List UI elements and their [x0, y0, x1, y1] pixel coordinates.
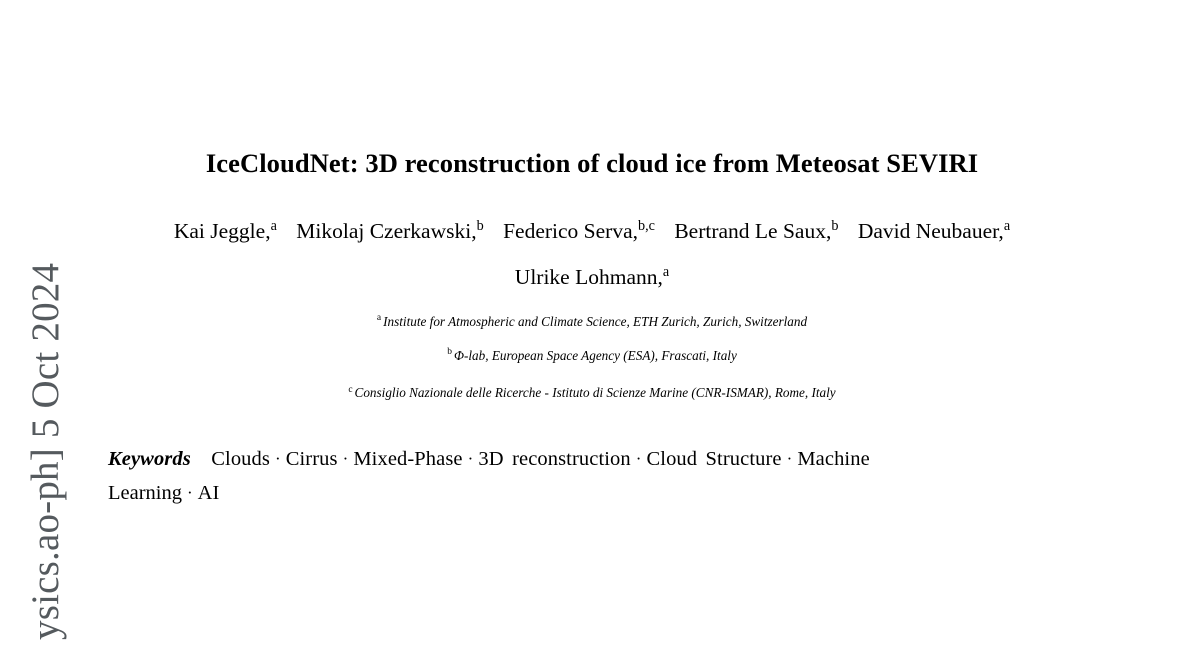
keyword-item: Clouds — [211, 448, 270, 471]
author-entry: Kai Jeggle,$^a$ — [173, 217, 277, 243]
keyword-item: Cirrus — [285, 448, 338, 471]
author-affiliation-mark: b — [476, 217, 484, 234]
affiliation-item — [108, 386, 1076, 399]
author-affiliation-mark: b — [831, 217, 839, 234]
keyword-item: AI — [197, 481, 220, 504]
keyword-separator: · — [635, 449, 642, 469]
author-list — [108, 218, 1076, 291]
keyword-item: Learning — [108, 481, 182, 504]
affiliation-list — [108, 315, 1076, 400]
author-entry: Federico Serva,$^{b,c}$ — [503, 217, 655, 243]
arxiv-stamp-text: ysics.ao-ph] 5 Oct 2024 — [23, 262, 67, 640]
paper-page — [108, 0, 1076, 648]
page-title: IceCloudNet: 3D reconstruction of cloud ice from Meteosat SEVIRI — [205, 148, 979, 178]
affiliation-text: Φ-lab, European Space Agency (ESA), Frascati, Italy — [453, 347, 737, 363]
arxiv-margin-stamp — [0, 0, 90, 648]
author-affiliation-mark: a — [1003, 217, 1011, 234]
author-entry: Ulrike Lohmann,$^a$ — [514, 263, 670, 289]
keyword-item: Cloud Structure — [646, 448, 782, 471]
author-entry: Bertrand Le Saux,$^b$ — [674, 217, 839, 243]
affiliation-mark: c — [348, 384, 353, 395]
affiliation-text: Consiglio Nazionale delle Ricerche - Istituto di Scienze Marine (CNR-ISMAR), Rome, Italy — [354, 384, 836, 400]
author-entry: Mikolaj Czerkawski,$^b$ — [296, 217, 484, 243]
keyword-separator: · — [274, 449, 281, 469]
keywords-label: Keywords — [108, 448, 191, 471]
keyword-item: 3D reconstruction — [478, 448, 631, 471]
affiliation-text: Institute for Atmospheric and Climate Science, ETH Zurich, Zurich, Switzerland — [383, 313, 808, 329]
keyword-separator: · — [786, 449, 793, 469]
keyword-separator: · — [187, 482, 193, 502]
author-affiliation-mark: a — [662, 263, 670, 280]
affiliation-item — [108, 349, 1076, 362]
keywords-section — [108, 445, 1060, 508]
author-affiliation-mark: a — [270, 217, 277, 234]
author-affiliation-mark: b,c — [637, 217, 655, 234]
keyword-separator: · — [467, 449, 474, 469]
keyword-item: Mixed-Phase — [353, 448, 463, 471]
affiliation-item — [108, 315, 1076, 328]
keyword-separator: · — [342, 449, 349, 469]
affiliation-mark: a — [376, 313, 382, 324]
keyword-item: Machine — [797, 448, 870, 471]
affiliation-mark: b — [447, 347, 452, 358]
author-entry: David Neubauer,$^a$ — [857, 217, 1011, 243]
